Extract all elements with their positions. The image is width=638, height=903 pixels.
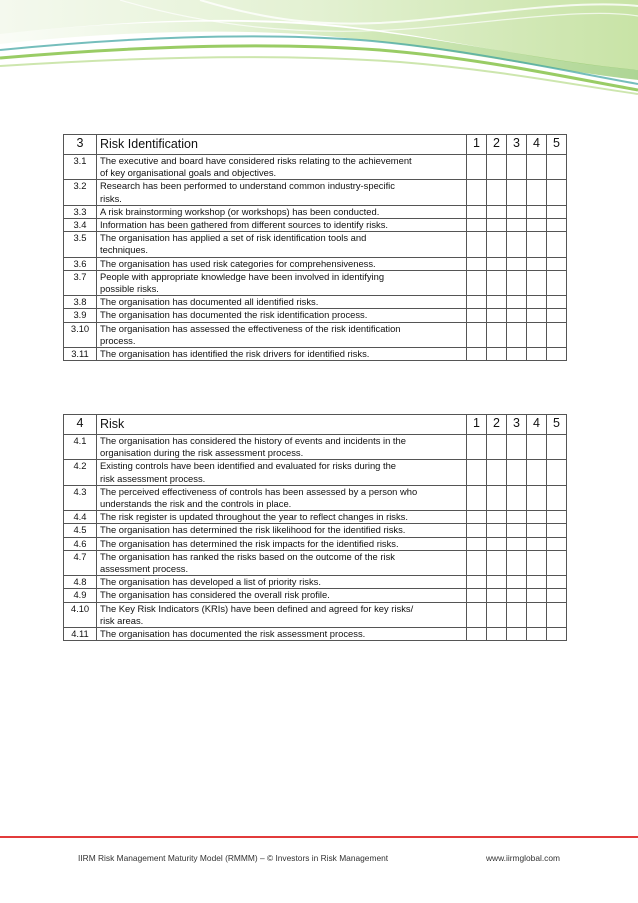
statement-line: The organisation has considered the history of events and incidents in the [100, 435, 406, 446]
item-number: 3.10 [64, 322, 97, 347]
table-row [64, 435, 567, 460]
score-cell[interactable] [487, 322, 507, 347]
score-cell[interactable] [487, 485, 507, 510]
score-cell[interactable] [547, 435, 567, 460]
scale-header: 1 [467, 415, 487, 435]
table-row [64, 257, 567, 270]
statement-line: The organisation has assessed the effectiveness of the risk identification [100, 322, 401, 334]
score-cell[interactable] [507, 602, 527, 627]
score-cell[interactable] [467, 524, 487, 537]
score-cell[interactable] [487, 270, 507, 295]
score-cell[interactable] [547, 270, 567, 295]
item-statement [97, 628, 467, 641]
section-number: 3 [64, 135, 97, 155]
score-cell[interactable] [487, 205, 507, 218]
score-cell[interactable] [507, 511, 527, 524]
score-cell[interactable] [467, 257, 487, 270]
statement-line: organisation during the risk assessment process. [100, 447, 304, 459]
item-statement [97, 460, 467, 485]
item-number: 4.2 [64, 460, 97, 485]
score-cell[interactable] [547, 348, 567, 361]
score-cell[interactable] [547, 524, 567, 537]
item-number: 3.2 [64, 180, 97, 205]
score-cell[interactable] [487, 589, 507, 602]
table-row [64, 219, 567, 232]
score-cell[interactable] [507, 435, 527, 460]
score-cell[interactable] [507, 348, 527, 361]
score-cell[interactable] [467, 205, 487, 218]
statement-line: The organisation has applied a set of risk identification tools and [100, 232, 367, 244]
score-cell[interactable] [487, 155, 507, 180]
statement-line: The organisation has used risk categories for comprehensiveness. [100, 257, 376, 269]
item-number: 4.5 [64, 524, 97, 537]
scale-header: 5 [547, 135, 567, 155]
score-cell[interactable] [527, 322, 547, 347]
table-row [64, 270, 567, 295]
score-cell[interactable] [547, 180, 567, 205]
score-cell[interactable] [487, 435, 507, 460]
score-cell[interactable] [507, 205, 527, 218]
score-cell[interactable] [527, 205, 547, 218]
score-cell[interactable] [467, 589, 487, 602]
score-cell[interactable] [527, 348, 547, 361]
score-cell[interactable] [507, 296, 527, 309]
score-cell[interactable] [467, 322, 487, 347]
score-cell[interactable] [507, 232, 527, 257]
section-number: 4 [64, 415, 97, 435]
score-cell[interactable] [527, 602, 547, 627]
table-row [64, 485, 567, 510]
score-cell[interactable] [547, 232, 567, 257]
statement-line: possible risks. [100, 283, 159, 295]
score-cell[interactable] [507, 219, 527, 232]
item-number: 3.6 [64, 257, 97, 270]
scale-header: 1 [467, 135, 487, 155]
statement-line: People with appropriate knowledge have been involved in identifying [100, 270, 385, 282]
score-cell[interactable] [467, 485, 487, 510]
item-number: 3.8 [64, 296, 97, 309]
statement-line: The organisation has identified the risk drivers for identified risks. [100, 348, 370, 360]
score-cell[interactable] [487, 511, 507, 524]
item-statement [97, 180, 467, 205]
item-statement [97, 511, 467, 524]
item-statement [97, 257, 467, 270]
score-cell[interactable] [507, 270, 527, 295]
item-statement [97, 602, 467, 627]
score-cell[interactable] [487, 550, 507, 575]
score-cell[interactable] [547, 296, 567, 309]
score-cell[interactable] [527, 180, 547, 205]
statement-line: Information has been gathered from different sources to identify risks. [100, 219, 388, 231]
statement-line: The risk register is updated throughout the year to reflect changes in risks. [100, 511, 408, 523]
table-row [64, 180, 567, 205]
item-number: 4.10 [64, 602, 97, 627]
score-cell[interactable] [487, 602, 507, 627]
statement-line: The organisation has documented the risk assessment process. [100, 628, 366, 640]
score-cell[interactable] [547, 257, 567, 270]
score-cell[interactable] [487, 219, 507, 232]
item-number: 4.11 [64, 628, 97, 641]
score-cell[interactable] [507, 460, 527, 485]
score-cell[interactable] [507, 628, 527, 641]
scale-header: 3 [507, 135, 527, 155]
score-cell[interactable] [527, 576, 547, 589]
score-cell[interactable] [467, 537, 487, 550]
score-cell[interactable] [527, 524, 547, 537]
score-cell[interactable] [507, 485, 527, 510]
score-cell[interactable] [487, 180, 507, 205]
risk-assessment-table [63, 414, 567, 641]
table-row [64, 322, 567, 347]
statement-line: The organisation has documented the risk identification process. [100, 309, 368, 321]
score-cell[interactable] [547, 550, 567, 575]
item-number: 4.9 [64, 589, 97, 602]
statement-line: A risk brainstorming workshop (or workshops) has been conducted. [100, 205, 380, 217]
score-cell[interactable] [547, 576, 567, 589]
item-statement [97, 435, 467, 460]
item-statement [97, 232, 467, 257]
section-title: Risk Identification [97, 135, 467, 155]
statement-line: The organisation has developed a list of priority risks. [100, 576, 321, 588]
statement-line: risk areas. [100, 614, 144, 626]
score-cell[interactable] [527, 270, 547, 295]
score-cell[interactable] [527, 309, 547, 322]
item-statement [97, 219, 467, 232]
table-row [64, 511, 567, 524]
score-cell[interactable] [527, 435, 547, 460]
item-number: 4.3 [64, 485, 97, 510]
statement-line: The executive and board have considered risks relating to the achievement [100, 155, 412, 166]
statement-line: Existing controls have been identified and evaluated for risks during the [100, 460, 397, 472]
statement-line: The organisation has determined the risk likelihood for the identified risks. [100, 524, 406, 536]
score-cell[interactable] [527, 537, 547, 550]
item-statement [97, 537, 467, 550]
table-row [64, 155, 567, 180]
item-statement [97, 205, 467, 218]
score-cell[interactable] [467, 576, 487, 589]
item-number: 4.8 [64, 576, 97, 589]
score-cell[interactable] [507, 550, 527, 575]
score-cell[interactable] [547, 460, 567, 485]
score-cell[interactable] [487, 257, 507, 270]
score-cell[interactable] [547, 485, 567, 510]
item-number: 3.3 [64, 205, 97, 218]
score-cell[interactable] [507, 180, 527, 205]
score-cell[interactable] [507, 309, 527, 322]
scale-header: 2 [487, 415, 507, 435]
table-row [64, 309, 567, 322]
score-cell[interactable] [467, 309, 487, 322]
risk-identification-table [63, 134, 567, 361]
item-number: 3.1 [64, 155, 97, 180]
score-cell[interactable] [467, 270, 487, 295]
statement-line: The organisation has ranked the risks based on the outcome of the risk [100, 550, 395, 562]
statement-line: Research has been performed to understand common industry-specific [100, 180, 395, 192]
statement-line: The Key Risk Indicators (KRIs) have been defined and agreed for key risks/ [100, 602, 414, 614]
score-cell[interactable] [527, 550, 547, 575]
score-cell[interactable] [547, 537, 567, 550]
score-cell[interactable] [547, 309, 567, 322]
statement-line: risk assessment process. [100, 472, 206, 484]
item-number: 3.7 [64, 270, 97, 295]
score-cell[interactable] [547, 589, 567, 602]
score-cell[interactable] [467, 602, 487, 627]
table-row [64, 232, 567, 257]
score-cell[interactable] [547, 219, 567, 232]
score-cell[interactable] [507, 524, 527, 537]
scale-header: 2 [487, 135, 507, 155]
item-statement [97, 524, 467, 537]
table-header-row [64, 415, 567, 435]
item-statement [97, 309, 467, 322]
score-cell[interactable] [467, 511, 487, 524]
item-statement [97, 576, 467, 589]
score-cell[interactable] [467, 219, 487, 232]
statement-line: techniques. [100, 244, 148, 256]
table-row [64, 296, 567, 309]
statement-line: The perceived effectiveness of controls has been assessed by a person who [100, 485, 418, 497]
footer-copyright: IIRM Risk Management Maturity Model (RMMM) – © Investors in Risk Management [78, 853, 389, 863]
score-cell[interactable] [467, 550, 487, 575]
footer-website-link[interactable]: www.iirmglobal.com [486, 853, 560, 863]
score-cell[interactable] [547, 205, 567, 218]
score-cell[interactable] [527, 232, 547, 257]
item-statement [97, 485, 467, 510]
table-row [64, 460, 567, 485]
statement-line: assessment process. [100, 563, 189, 575]
footer-rule [0, 836, 638, 838]
score-cell[interactable] [487, 576, 507, 589]
score-cell[interactable] [467, 155, 487, 180]
table-row [64, 348, 567, 361]
score-cell[interactable] [507, 537, 527, 550]
statement-line: The organisation has documented all identified risks. [100, 296, 319, 308]
item-number: 3.11 [64, 348, 97, 361]
score-cell[interactable] [527, 460, 547, 485]
statement-line: The organisation has determined the risk impacts for the identified risks. [100, 537, 399, 549]
score-cell[interactable] [487, 296, 507, 309]
section-title: Risk [97, 415, 467, 435]
score-cell[interactable] [487, 232, 507, 257]
item-statement [97, 348, 467, 361]
score-cell[interactable] [527, 257, 547, 270]
score-cell[interactable] [467, 628, 487, 641]
score-cell[interactable] [507, 589, 527, 602]
score-cell[interactable] [487, 309, 507, 322]
score-cell[interactable] [547, 511, 567, 524]
score-cell[interactable] [467, 348, 487, 361]
table-row [64, 602, 567, 627]
statement-line: process. [100, 334, 136, 346]
item-number: 3.5 [64, 232, 97, 257]
item-number: 4.4 [64, 511, 97, 524]
score-cell[interactable] [467, 232, 487, 257]
score-cell[interactable] [547, 628, 567, 641]
score-cell[interactable] [507, 257, 527, 270]
score-cell[interactable] [467, 180, 487, 205]
item-statement [97, 589, 467, 602]
score-cell[interactable] [487, 524, 507, 537]
score-cell[interactable] [507, 155, 527, 180]
score-cell[interactable] [487, 537, 507, 550]
item-number: 4.7 [64, 550, 97, 575]
table-row [64, 576, 567, 589]
score-cell[interactable] [527, 589, 547, 602]
score-cell[interactable] [547, 155, 567, 180]
statement-line: understands the risk and the controls in place. [100, 498, 292, 510]
score-cell[interactable] [527, 155, 547, 180]
statement-line: The organisation has considered the overall risk profile. [100, 589, 330, 601]
score-cell[interactable] [507, 576, 527, 589]
table-header-row [64, 135, 567, 155]
item-statement [97, 322, 467, 347]
item-statement [97, 296, 467, 309]
item-statement [97, 155, 467, 180]
score-cell[interactable] [527, 511, 547, 524]
item-statement [97, 270, 467, 295]
item-number: 3.9 [64, 309, 97, 322]
score-cell[interactable] [487, 628, 507, 641]
item-number: 3.4 [64, 219, 97, 232]
score-cell[interactable] [467, 435, 487, 460]
header-banner [0, 0, 638, 95]
table-row [64, 628, 567, 641]
item-statement [97, 550, 467, 575]
score-cell[interactable] [527, 296, 547, 309]
item-number: 4.1 [64, 435, 97, 460]
scale-header: 3 [507, 415, 527, 435]
score-cell[interactable] [527, 485, 547, 510]
score-cell[interactable] [487, 460, 507, 485]
table-row [64, 205, 567, 218]
score-cell[interactable] [547, 602, 567, 627]
score-cell[interactable] [527, 628, 547, 641]
scale-header: 4 [527, 415, 547, 435]
table-row [64, 537, 567, 550]
score-cell[interactable] [467, 460, 487, 485]
score-cell[interactable] [467, 296, 487, 309]
statement-line: risks. [100, 192, 122, 204]
table-row [64, 589, 567, 602]
score-cell[interactable] [547, 322, 567, 347]
score-cell[interactable] [487, 348, 507, 361]
scale-header: 4 [527, 135, 547, 155]
table-row [64, 524, 567, 537]
score-cell[interactable] [507, 322, 527, 347]
scale-header: 5 [547, 415, 567, 435]
table-row [64, 550, 567, 575]
item-number: 4.6 [64, 537, 97, 550]
statement-line: of key organisational goals and objectives. [100, 167, 277, 179]
score-cell[interactable] [527, 219, 547, 232]
